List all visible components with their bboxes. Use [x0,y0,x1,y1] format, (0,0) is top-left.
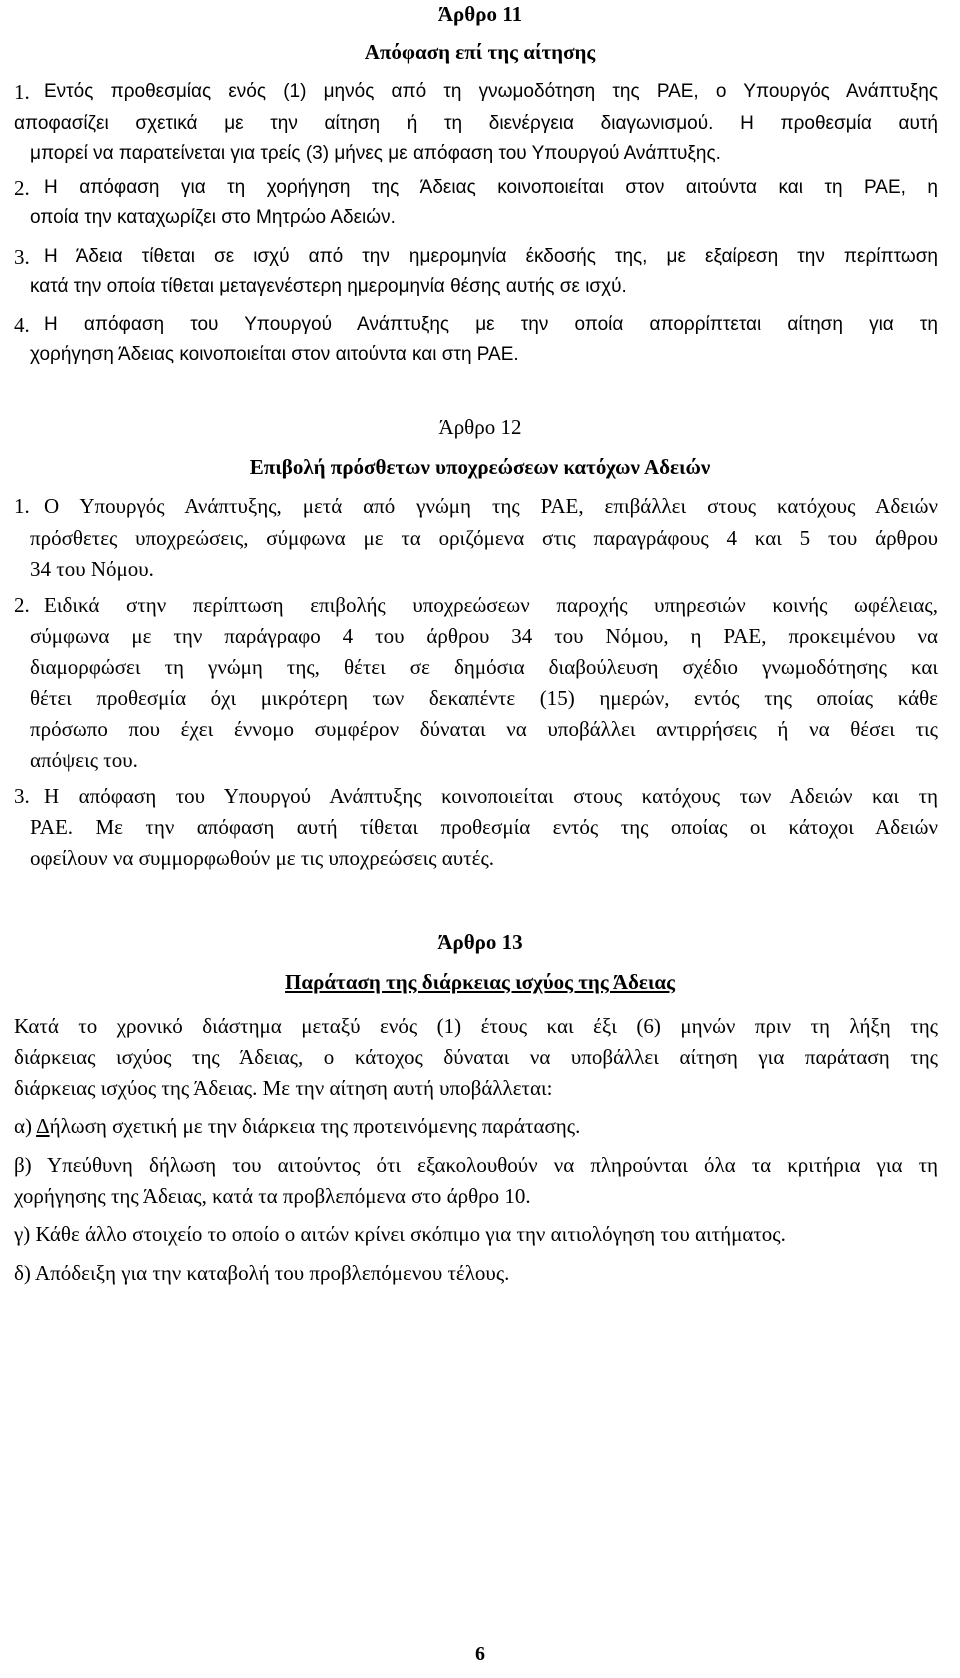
a11-p2-line1: Η απόφαση για τη χορήγηση της Άδειας κοινοποιείται στον αιτούντα και τη ΡΑΕ, η [44,177,938,198]
a13-item-b-line2: χορήγησης της Άδειας, κατά τα προβλεπόμενα στο άρθρο 10. [14,1184,531,1208]
a11-p2-number: 2. [14,176,30,200]
article-13-heading: Άρθρο 13 [437,930,523,954]
a13-item-d: δ) Απόδειξη για την καταβολή του προβλεπόμενου τέλους. [14,1261,510,1285]
a13-item-a [14,1114,580,1139]
a12-p2-line4: θέτει προθεσμία όχι μικρότερη των δεκαπέντε (15) ημερών, εντός της οποίας κάθε [30,686,938,710]
a13-intro-line2: διάρκειας ισχύος της Άδειας, ο κάτοχος δύναται να υποβάλλει αίτηση για παράταση της [14,1045,938,1069]
article-12-heading: Άρθρο 12 [438,415,522,439]
page-number: 6 [475,1643,485,1665]
a11-p3-number: 3. [14,245,30,269]
a12-p2-line1: Ειδικά στην περίπτωση επιβολής υποχρεώσεων παροχής υπηρεσιών κοινής ωφέλειας, [44,593,938,617]
a12-p3-line2: ΡΑΕ. Με την απόφαση αυτή τίθεται προθεσμία εντός της οποίας οι κάτοχοι Αδειών [30,815,938,839]
a13-item-b-line1: β) Υπεύθυνη δήλωση του αιτούντος ότι εξακολουθούν να πληρούνται όλα τα κριτήρια για τη [14,1153,938,1177]
a11-p1-line1: Εντός προθεσμίας ενός (1) μηνός από τη γνωμοδότηση της ΡΑΕ, ο Υπουργός Ανάπτυξης [44,81,938,102]
a12-p1-line3: 34 του Νόμου. [30,557,154,581]
article-13-subtitle-text: Παράταση της διάρκειας ισχύος της Άδειας [285,970,675,994]
a12-p3-line1: Η απόφαση του Υπουργού Ανάπτυξης κοινοποιείται στους κατόχους των Αδειών και τη [44,784,938,808]
a11-p1-number: 1. [14,80,30,104]
a11-p1-line3: μπορεί να παρατείνεται για τρείς (3) μήνες με απόφαση του Υπουργού Ανάπτυξης. [30,143,721,164]
article-11-subtitle: Απόφαση επί της αίτησης [364,40,596,64]
a12-p1-line2: πρόσθετες υποχρεώσεις, σύμφωνα με τα οριζόμενα στις παραγράφους 4 και 5 του άρθρου [30,526,938,550]
article-12-subtitle: Επιβολή πρόσθετων υποχρεώσεων κατόχων Αδειών [249,455,711,479]
article-11-heading: Άρθρο 11 [437,2,523,26]
article-13-subtitle [0,970,960,995]
a12-p3-number: 3. [14,784,30,808]
a13-item-a-link[interactable]: Δ [36,1114,50,1138]
a11-p2-line2: οποία την καταχωρίζει στο Μητρώο Αδειών. [30,207,396,228]
a13-item-c: γ) Κάθε άλλο στοιχείο το οποίο ο αιτών κρίνει σκόπιμο για την αιτιολόγηση του αιτήματος. [14,1222,786,1246]
a11-p1-line2: αποφασίζει σχετικά με την αίτηση ή τη διενέργεια διαγωνισμού. Η προθεσμία αυτή [14,113,938,134]
a12-p2-line2: σύμφωνα με την παράγραφο 4 του άρθρου 34 του Νόμου, η ΡΑΕ, προκειμένου να [30,624,938,648]
a11-p4-line1: Η απόφαση του Υπουργού Ανάπτυξης με την οποία απορρίπτεται αίτηση για τη [44,314,938,335]
a13-item-a-prefix: α) [14,1114,37,1138]
a12-p1-number: 1. [14,494,30,518]
a12-p3-line3: οφείλουν να συμμορφωθούν με τις υποχρεώσεις αυτές. [30,846,495,870]
a12-p1-line1: Ο Υπουργός Ανάπτυξης, μετά από γνώμη της ΡΑΕ, επιβάλλει στους κατόχους Αδειών [44,494,938,518]
a11-p3-line2: κατά την οποία τίθεται μεταγενέστερη ημερομηνία θέσης αυτής σε ισχύ. [30,276,627,297]
a11-p4-line2: χορήγηση Άδειας κοινοποιείται στον αιτούντα και στη ΡΑΕ. [30,344,519,365]
a12-p2-number: 2. [14,593,30,617]
a13-intro-line3: διάρκειας ισχύος της Άδειας. Με την αίτηση αυτή υποβάλλεται: [14,1076,553,1100]
a13-item-a-rest: ήλωση σχετική με την διάρκεια της προτεινόμενης παράτασης. [49,1114,581,1138]
a13-intro-line1: Κατά το χρονικό διάστημα μεταξύ ενός (1) έτους και έξι (6) μηνών πριν τη λήξη της [14,1014,938,1038]
a12-p2-line5: πρόσωπο που έχει έννομο συμφέρον δύναται να υποβάλλει αντιρρήσεις ή να θέσει τις [30,717,938,741]
a12-p2-line6: απόψεις του. [30,748,138,772]
a12-p2-line3: διαμορφώσει τη γνώμη της, θέτει σε δημόσια διαβούλευση σχέδιο γνωμοδότησης και [30,655,938,679]
a11-p4-number: 4. [14,313,30,337]
a11-p3-line1: Η Άδεια τίθεται σε ισχύ από την ημερομηνία έκδοσής της, με εξαίρεση την περίπτωση [44,246,938,267]
